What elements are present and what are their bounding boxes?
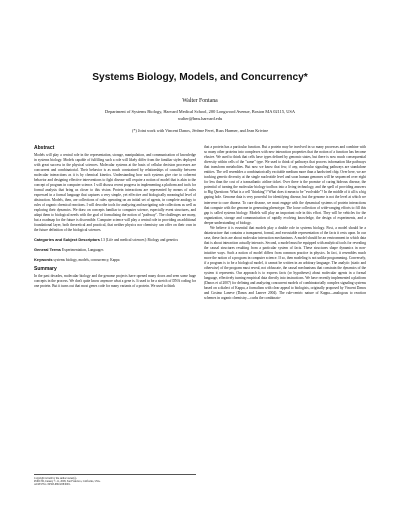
- conference-line: PODC'06, January 7–11, 2008, San Francisco, California, USA.: [34, 479, 101, 483]
- author-affiliation: [20, 108, 380, 122]
- categories-line: [34, 237, 196, 243]
- general-terms-text: Experimentation, Languages: [61, 248, 104, 253]
- keywords-text: systems biology, models, concurrency, Kappa: [53, 258, 120, 263]
- summary-text: In the past decades, molecular biology and the genome projects have opened many doors and seen some huge concepts in the process. We don't quite know anymore what a gene is. It used to be a stretch of DNA coding for one protein. But it turns out that most genes code for many variants of a protein. We used to think: [34, 273, 196, 289]
- isbn-line: ACM 978-1-59593-689-9/08/0001.: [34, 483, 71, 487]
- right-column: [204, 145, 366, 301]
- left-column: [34, 146, 196, 289]
- affiliation-address: Department of Systems Biology, Harvard Medical School, 200 Longwood Avenue, Boston MA 02115, USA: [104, 109, 296, 114]
- copyright-line: Copyright is held by the author/owner(s).: [34, 476, 77, 480]
- abstract-text: Models will play a central role in the representation, storage, manipulation, and communication of knowledge in systems biology. Models capable of fulfilling such a role will likely differ from the familiar styles deployed with great success in the physical sciences. Molecular systems at the basis of cellular decision processes are concurrent and combinatorial. Their behavior is as much constrained by relationships of causality between molecular interactions as it is by chemical kinetics. Understanding how such systems give rise to coherent behavior and designing effective interventions to fight disease will require a notion of model that is akin to the concept of program in computer science. I will discuss recent progress in implementing a platform and tools for formal analysis that bring us closer to this vision. Protein interactions are represented by means of rules expressed in a formal language that captures a very simple, yet effective and biologically meaningful level of abstraction. Models, then, are collections of rules operating on an initial set of agents, in complete analogy to rules of organic chemical reactions. I will describe tools for analyzing and navigating rule collections as well as exploring their dynamics. We draw on concepts familiar to computer science, especially event structures, and adapt them to biological needs with the goal of formalizing the notion of "pathway". The challenges are many, but a roadmap for the future is discernible. Computer science will play a central role in providing an additional foundational layer, both theoretical and practical, that neither physics nor chemistry can offer on their own in the future definition of the biological sciences.: [34, 152, 196, 233]
- abstract-heading: Abstract: [34, 145, 55, 151]
- author-email: walter@hms.harvard.edu: [177, 116, 223, 121]
- joint-work-note: (*) Joint work with Vincent Danos, Jérôme Feret, Russ Harmer, and Jean Krivine: [131, 128, 269, 133]
- body-paragraph: We believe it is essential that models play a double role in systems biology. First, a model should be a datastructure that contains a transparent, formal, and executable representation of the facts it rests upon. In our case, these facts are about molecular interaction mechanisms. A model should be an environment in which data that is about interaction actually interacts. Second, a model must be equipped with analytical tools for revealing the causal structures resulting from a particular system of facts. These structures shape dynamics in non-intuitive ways. Such a notion of model differs from common practice in physics. In fact, it resembles much more the notion of a program in computer science. If so, then modeling is not unlike programming. Conversely, if a program is to be a biological model, it cannot be written in an arbitrary language. The analytic (static and otherwise) of the program must reveal, not obfuscate, the causal mechanisms that constrain the dynamics of the system it represents. Our approach is to express facts (or hypotheses) about molecular agents in a formal language, effectively turning empirical data directly into instructions. We have recently implemented a platform (Danos et al 2007) for defining and analyzing concurrent models of combinatorially complex signaling systems based on a dialect of Kappa, a formalism with clear appeal to biologists, originally proposed by Vincent Danos and Cosimo Laneve (Danos and Laneve 2004). The rule-centric nature of Kappa—analogous to reaction schemes in organic chemistry—curbs the combinato-: [204, 225, 366, 301]
- categories-heading: Categories and Subject Descriptors: [34, 237, 100, 243]
- copyright-notice: [34, 474, 196, 487]
- keywords-heading: Keywords: [34, 257, 53, 263]
- body-paragraph: that a protein has a particular function. But a protein may be involved in so many processes and combine with so many other proteins into complexes with new interaction properties that the notion of a function has become elusive. We used to think that cells have types defined by genomic states, but there is now much consequential diversity within cells of the "same" type. We used to think of pathways that process information like pathways that transform metabolites. But now we know that few, if any, molecular signaling pathways are standalone entities. The cell resembles a combinatorically excitable medium more than a hardwired chip. Over here, we are tracking genetic diversity at the single nucleotide level and soon human genomes will be sequenced over eight for less than the cost of a transatlantic airline ticket. Over there is the promise of curing hideous disease, the potential of turning the molecular biology toolbox into a living technology, and the spell of providing answers to Big Questions: What is a cell "thinking"? What does it mean to be "evolvable"? In the middle of it all is a big gaping hole. Genome data is very powerful for identifying disease, but the genome is not the level at which we intervene to cure disease. To cure disease, we must engage with the dynamical systems of protein interactions that compute with the genome in generating phenotype. The loose collection of wide-ranging efforts to fill this gap is called systems biology. Models will play an important role in this effort. They will be vehicles for the organization, storage and communication of rapidly evolving knowledge, the design of experiments, and a deeper understanding of biology.: [204, 145, 366, 225]
- general-terms-heading: General Terms: [34, 247, 61, 253]
- author-name: Walter Fontana: [182, 98, 218, 104]
- summary-heading: Summary: [34, 266, 57, 273]
- paper-title: Systems Biology, Models, and Concurrency*: [92, 72, 308, 83]
- categories-text: J.3 [Life and medical sciences]: Biology and genetics: [100, 238, 179, 243]
